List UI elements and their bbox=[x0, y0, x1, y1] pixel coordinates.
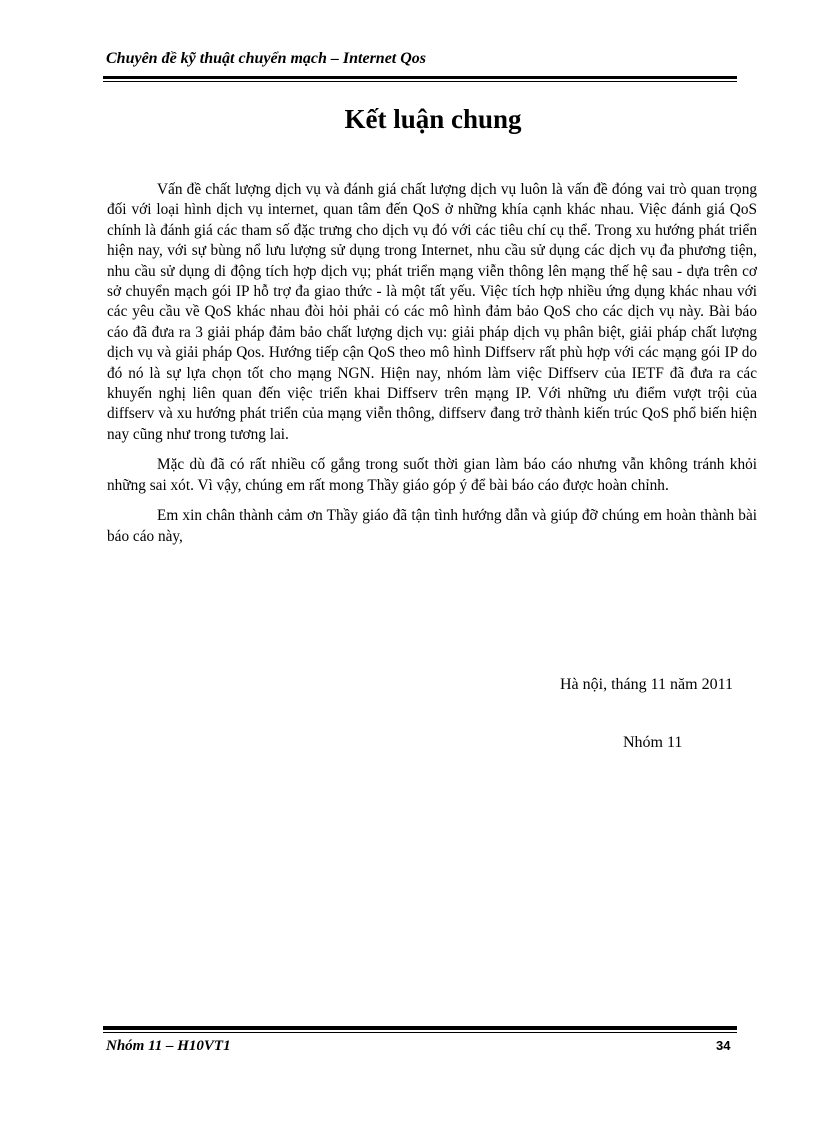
page-title: Kết luận chung bbox=[344, 104, 522, 134]
footer-divider-thick bbox=[103, 1026, 737, 1030]
page-number: 34 bbox=[716, 1038, 731, 1053]
signature: Nhóm 11 bbox=[623, 734, 683, 751]
paragraph-2: Mặc dù đã có rất nhiều cố gắng trong suốt thời gian làm báo cáo nhưng vẫn không tránh khỏi những sai xót. Vì vậy, chúng em rất mong Thầy giáo góp ý để bài báo cáo được hoàn chỉnh. bbox=[107, 456, 757, 494]
paragraph-1: Vấn đề chất lượng dịch vụ và đánh giá chất lượng dịch vụ luôn là vấn đề đóng vai trò quan trọng đối với loại hình dịch vụ internet, quan tâm đến QoS ở những khía cạnh khác nhau. Việc đánh giá QoS chính là đánh giá các tham số đặc trưng cho dịch vụ đó với các tiêu chí cụ thể. Trong xu hướng phát triển hiện nay, với sự bùng nổ lưu lượng sử dụng trong Internet, nhu cầu sử dụng các dịch vụ đa phương tiện, nhu cầu sử dụng di động tích hợp dịch vụ; phát triển mạng viễn thông lên mạng thế hệ sau - dựa trên cơ sở chuyển mạch gói IP hỗ trợ đa giao thức - là một tất yếu. Việc tích hợp nhiều ứng dụng khác nhau với các yêu cầu về QoS khác nhau đòi hỏi phải có các mô hình đảm bảo QoS cho các dịch vụ này. Bài báo cáo đã đưa ra 3 giải pháp đảm bảo chất lượng dịch vụ: giải pháp dịch vụ phân biệt, giải pháp chất lượng dịch vụ và giải pháp Qos. Hướng tiếp cận QoS theo mô hình Diffserv rất phù hợp với các mạng gói IP do đó nó là sự lựa chọn tốt cho mạng NGN. Hiện nay, nhóm làm việc Diffserv của IETF đã đưa ra các khuyến nghị liên quan đến việc triển khai Diffserv trên mạng IP. Với những ưu điểm vượt trội của diffserv và xu hướng phát triển của mạng viễn thông, diffserv đang trở thành kiến trúc QoS phổ biến hiện nay cũng như trong tương lai. bbox=[107, 181, 757, 443]
date-line: Hà nội, tháng 11 năm 2011 bbox=[560, 676, 734, 693]
paragraph-3: Em xin chân thành cảm ơn Thầy giáo đã tận tình hướng dẫn và giúp đỡ chúng em hoàn thành bài báo cáo này, bbox=[107, 507, 757, 545]
header-divider-thin bbox=[103, 81, 737, 82]
body-text bbox=[107, 180, 757, 557]
footer-group-label: Nhóm 11 – H10VT1 bbox=[106, 1038, 231, 1054]
footer-divider-thin bbox=[103, 1032, 737, 1033]
header-divider-thick bbox=[103, 76, 737, 79]
running-header: Chuyên đề kỹ thuật chuyển mạch – Internet Qos bbox=[106, 50, 427, 67]
